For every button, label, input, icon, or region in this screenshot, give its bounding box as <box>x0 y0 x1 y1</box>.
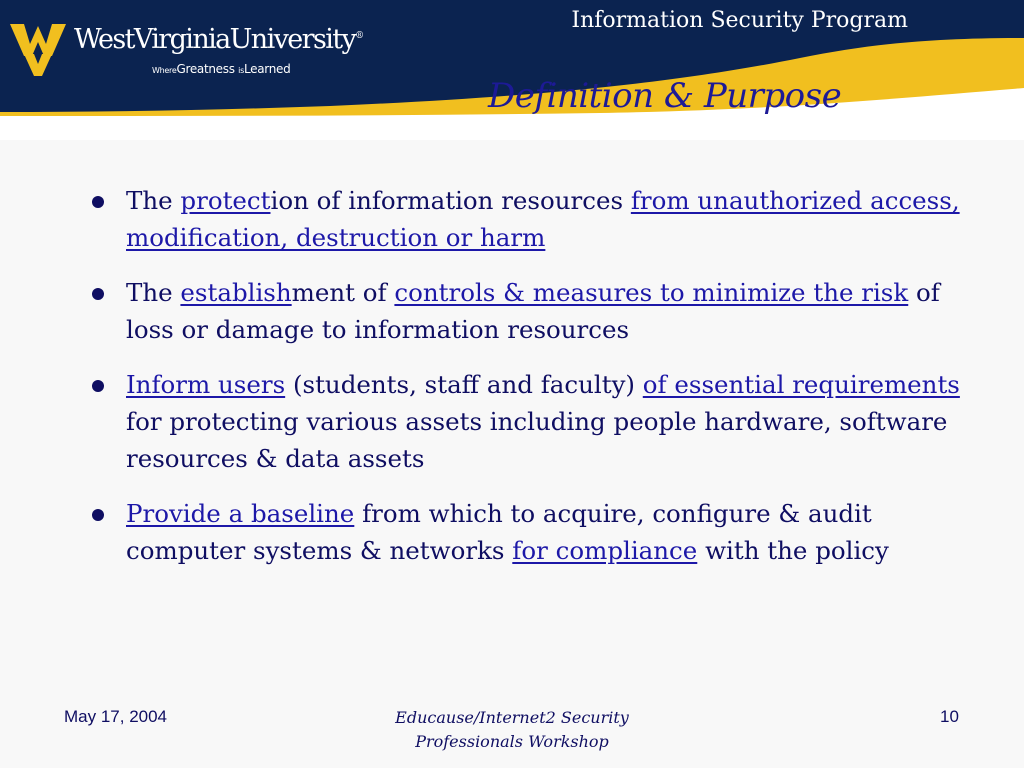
logo-university-name: WestVirginiaUniversity® <box>74 24 365 55</box>
bullet-dot <box>92 509 104 521</box>
bullet-item <box>88 182 968 256</box>
bullet-text-run: ion of information resources <box>270 186 631 215</box>
emphasized-text: controls & measures to minimize the risk <box>394 278 909 307</box>
bullet-text <box>126 370 960 473</box>
bullet-dot <box>92 380 104 392</box>
footer-date: May 17, 2004 <box>64 707 168 726</box>
bullet-text-run: The <box>126 278 181 307</box>
bullet-text-run: The <box>126 186 181 215</box>
bullet-dot <box>92 288 104 300</box>
bullet-dot <box>92 196 104 208</box>
emphasized-text: Inform users <box>126 370 286 399</box>
flying-wv-icon <box>8 18 68 78</box>
slide-number: 10 <box>940 707 959 726</box>
bullet-text-run: of loss or damage to information resources <box>126 278 940 344</box>
bullet-text-run: for protecting various assets including people hardware, software resources & data assets <box>126 407 948 473</box>
bullet-item <box>88 274 968 348</box>
wvu-logo <box>8 18 365 88</box>
emphasized-text: from unauthorized access, modification, destruction or harm <box>126 186 960 252</box>
bullet-text-run: (students, staff and faculty) <box>285 370 643 399</box>
footer-event-line1: Educause/Internet2 Security <box>395 708 629 727</box>
bullet-text <box>126 186 960 252</box>
bullet-text-run: with the policy <box>697 536 889 565</box>
bullet-text <box>126 278 940 344</box>
emphasized-text: protect <box>180 186 271 215</box>
header-banner <box>0 0 1024 140</box>
bullet-item <box>88 366 968 477</box>
footer-event <box>332 706 692 754</box>
footer-event-line2: Professionals Workshop <box>415 732 609 751</box>
emphasized-text: establish <box>180 278 292 307</box>
slide-title: Definition & Purpose <box>488 76 842 116</box>
bullet-list <box>88 182 968 587</box>
bullet-text-run: from which to acquire, configure & audit computer systems & networks <box>126 499 872 565</box>
logo-tagline: WhereGreatness isLearned <box>152 62 291 76</box>
bullet-item <box>88 495 968 569</box>
bullet-text-run: ment of <box>291 278 395 307</box>
emphasized-text: for compliance <box>512 536 698 565</box>
bullet-text <box>126 499 889 565</box>
emphasized-text: Provide a baseline <box>126 499 355 528</box>
program-title: Information Security Program <box>571 8 908 33</box>
emphasized-text: of essential requirements <box>642 370 960 399</box>
